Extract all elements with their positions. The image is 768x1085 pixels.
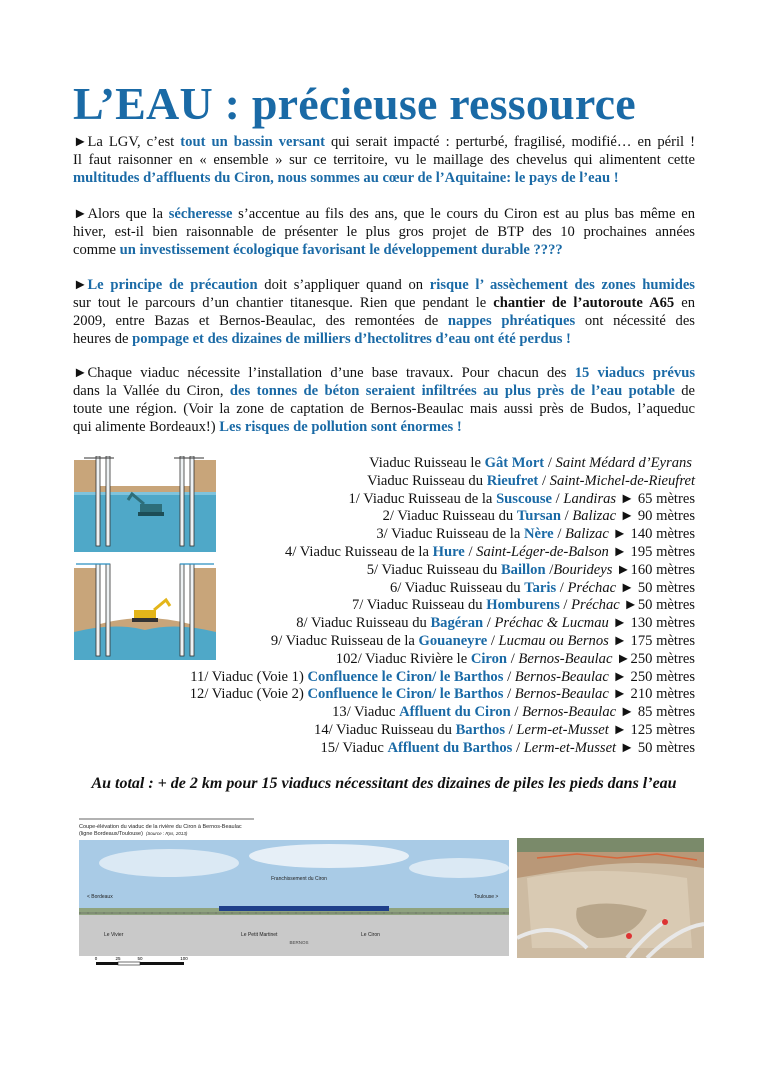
viaduct-sep: /	[464, 543, 477, 560]
viaduct-name: Tursan	[516, 508, 561, 525]
para-line: 2009, entre Bazas et Bernos-Beaulac, des remontées de nappes phréatiques ont nécessité des	[73, 313, 695, 329]
viaduct-sep: /	[559, 597, 572, 614]
label-crossing: Franchissement du Ciron	[271, 876, 327, 882]
viaduct-row	[135, 633, 695, 651]
viaduct-pre: Viaduc Ruisseau le	[369, 455, 485, 471]
viaduct-place: Saint-Léger-de-Balson	[476, 543, 609, 560]
viaduct-sep: /	[487, 632, 499, 649]
para-line: dans la Vallée du Ciron, des tonnes de béton seraient infiltrées au plus près de l’eau potable de	[73, 383, 695, 399]
viaduct-place: Préchac & Lucmau	[494, 615, 609, 632]
viaduct-place: Bernos-Beaulac	[514, 686, 609, 703]
viaduct-place: Lucmau ou Bernos	[498, 632, 609, 649]
label-ciron: Le Ciron	[361, 932, 380, 938]
para-line: qui alimente Bordeaux!) Les risques de pollution sont énormes !	[73, 419, 462, 435]
viaduct-name: Ciron	[470, 650, 508, 667]
viaduct-pre: 12/ Viaduc (Voie 2)	[189, 686, 308, 703]
viaduct-pre: 11/ Viaduc (Voie 1)	[190, 668, 308, 685]
viaduct-place: Lerm-et-Musset	[516, 721, 609, 738]
viaduct-row	[135, 491, 695, 509]
viaduct-row	[135, 686, 695, 704]
viaduct-row	[135, 651, 695, 669]
viaduct-name: Hure	[432, 543, 465, 560]
viaduct-row	[135, 473, 695, 491]
title-prefix: L’EAU :	[73, 78, 252, 129]
page-title	[73, 76, 636, 132]
para-line: ►Alors que la sécheresse s’accentue au fils des ans, que le cours du Ciron est au plus bas même en	[73, 206, 695, 222]
viaduct-row	[135, 544, 695, 562]
viaduct-place: Lerm-et-Musset	[523, 739, 617, 756]
viaduct-list	[135, 455, 695, 758]
viaduct-sep: /	[556, 579, 568, 596]
viaduct-sep: /	[503, 668, 515, 685]
para-line: Il faut raisonner en « ensemble » sur ce territoire, vu le maillage des chevelus qui alimentent cette	[73, 152, 695, 168]
paragraph-secheresse	[73, 205, 695, 259]
svg-text:25: 25	[115, 956, 121, 961]
label-bernos: BERNOS	[289, 940, 309, 945]
para-line: multitudes d’affluents du Ciron, nous sommes au cœur de l’Aquitaine: le pays de l’eau !	[73, 170, 619, 186]
viaduct-pre: 102/ Viaduc Rivière le	[335, 650, 471, 667]
viaduct-len: ► 50 mètres	[616, 579, 695, 596]
viaduct-pre: 6/ Viaduc Ruisseau du	[389, 579, 525, 596]
viaduct-name: Baillon	[500, 561, 546, 578]
viaduct-pre: 8/ Viaduc Ruisseau du	[296, 615, 431, 632]
viaduct-place: Balizac	[572, 508, 617, 525]
viaduct-sep: /	[483, 615, 495, 632]
viaduct-len: ►250 mètres	[612, 650, 695, 667]
scale-bar	[95, 956, 189, 965]
viaduct-row	[135, 526, 695, 544]
viaduct-pre: 3/ Viaduc Ruisseau de la	[376, 526, 524, 543]
viaduct-len: ► 125 mètres	[608, 721, 695, 738]
viaduct-len: ► 175 mètres	[608, 632, 695, 649]
viaduct-place: Préchac	[571, 597, 620, 614]
viaduct-row	[135, 508, 695, 526]
viaduct-len: ► 195 mètres	[608, 543, 695, 560]
paragraph-precaution	[73, 276, 695, 348]
viaduct-len: ► 65 mètres	[616, 490, 695, 507]
figure-caption-line2: (ligne Bordeaux/Toulouse)	[79, 831, 143, 837]
viaduct-sep: /	[560, 508, 573, 525]
viaduct-name: Homburens	[486, 597, 560, 614]
para-line: ►Le principe de précaution doit s’appliquer quand on risque l’ assèchement des zones humides	[73, 277, 695, 293]
viaduct-len: ► 50 mètres	[616, 739, 695, 756]
viaduct-sep: /	[545, 561, 554, 578]
viaduct-elevation-figure	[79, 818, 509, 973]
label-petit-martinet: Le Petit Martinet	[241, 932, 278, 938]
viaduct-name: Barthos	[455, 721, 506, 738]
viaduct-pre: 1/ Viaduc Ruisseau de la	[348, 490, 497, 507]
viaduct-name: Affluent du Ciron	[399, 704, 511, 721]
viaduct-row	[135, 455, 695, 473]
label-bordeaux: < Bordeaux	[87, 894, 113, 900]
para-line: heures de pompage et des dizaines de milliers d’hectolitres d’eau ont été perdus !	[73, 331, 571, 347]
viaduct-pre: 14/ Viaduc Ruisseau du	[314, 721, 456, 738]
viaduct-pre: 5/ Viaduc Ruisseau du	[366, 561, 501, 578]
viaduct-row	[135, 669, 695, 687]
viaduct-row	[135, 740, 695, 758]
viaduct-name: Confluence le Ciron/ le Barthos	[307, 686, 504, 703]
viaduct-len: ►160 mètres	[612, 561, 695, 578]
total-summary: Au total : + de 2 km pour 15 viaducs nécessitant des dizaines de piles les pieds dans l’eau	[91, 775, 677, 792]
title-main: précieuse ressource	[251, 78, 636, 129]
viaduct-place: Bernos-Beaulac	[514, 668, 609, 685]
viaduct-pre: Viaduc Ruisseau du	[367, 472, 487, 489]
viaduct-sep: /	[505, 721, 517, 738]
figure-source: (Source : Rps, 2013)	[145, 831, 188, 836]
viaduct-len: ► 85 mètres	[616, 704, 695, 721]
viaduct-name: Gât Mort	[484, 455, 545, 471]
viaduct-len: ► 90 mètres	[616, 508, 695, 525]
excavation-site-photo	[517, 838, 704, 958]
viaduct-sep: /	[552, 490, 564, 507]
viaduct-place: Saint-Michel-de-Rieufret	[549, 472, 695, 489]
para-line: toute une région. (Voir la zone de captation de Bernos-Beaulac mais aussi près de Budos, l’aqueduc	[73, 401, 695, 417]
para-line: sur tout le parcours d’un chantier titanesque. Rien que pendant le chantier de l’autoroute A65 en	[73, 295, 695, 311]
viaduct-place: Bourideys	[553, 561, 613, 578]
para-line: ►La LGV, c’est tout un bassin versant qui serait impacté : perturbé, fragilisé, modifié… en péril !	[73, 134, 696, 150]
viaduct-name: Bagéran	[430, 615, 484, 632]
svg-text:100: 100	[180, 956, 188, 961]
viaduct-len: ► 140 mètres	[608, 526, 695, 543]
viaduct-pre: 4/ Viaduc Ruisseau de la	[285, 543, 433, 560]
viaduct-len: ►50 mètres	[619, 597, 695, 614]
svg-text:(ligne Bordeaux/Toulouse)(Sour	[79, 831, 188, 837]
viaduct-sep: /	[510, 704, 523, 721]
viaduct-name: Suscouse	[496, 490, 553, 507]
viaduct-place: Landiras	[563, 490, 617, 507]
label-toulouse: Toulouse >	[474, 894, 499, 900]
viaduct-len: ► 250 mètres	[608, 668, 695, 685]
viaduct-name: Nère	[523, 526, 554, 543]
viaduct-len: ► 130 mètres	[608, 615, 695, 632]
viaduct-len: ► 210 mètres	[608, 686, 695, 703]
svg-text:50: 50	[137, 956, 143, 961]
viaduct-name: Confluence le Ciron/ le Barthos	[307, 668, 504, 685]
viaduct-sep: /	[512, 739, 524, 756]
viaduct-pre: 9/ Viaduc Ruisseau de la	[270, 632, 419, 649]
viaduct-row	[135, 722, 695, 740]
viaduct-row	[135, 562, 695, 580]
para-line: ►Chaque viaduc nécessite l’installation d’une base travaux. Pour chacun des 15 viaducs prévus	[73, 365, 696, 381]
viaduct-sep: /	[503, 686, 515, 703]
para-line: comme un investissement écologique favorisant le développement durable ????	[73, 242, 563, 258]
viaduct-row	[135, 615, 695, 633]
figure-caption-line1: Coupe-élévation du viaduc de la rivière du Ciron à Bernos-Beaulac	[79, 824, 242, 830]
viaduct-place: Préchac	[567, 579, 617, 596]
viaduct-name: Rieufret	[486, 472, 539, 489]
viaduct-place: Saint Médard d’Eyrans	[555, 455, 692, 471]
viaduct-row	[135, 597, 695, 615]
viaduct-row	[135, 580, 695, 598]
viaduct-place: Balizac	[565, 526, 609, 543]
viaduct-place: Bernos-Beaulac	[522, 704, 617, 721]
viaduct-row	[135, 704, 695, 722]
viaduct-place: Bernos-Beaulac	[518, 650, 613, 667]
viaduct-name: Taris	[524, 579, 557, 596]
paragraph-viaduc-base	[73, 364, 695, 436]
viaduct-pre: 13/ Viaduc	[332, 704, 400, 721]
viaduct-pre: 7/ Viaduc Ruisseau du	[351, 597, 487, 614]
viaduct-pre: 2/ Viaduc Ruisseau du	[382, 508, 517, 525]
viaduct-sep: /	[544, 455, 556, 471]
viaduct-name: Affluent du Barthos	[387, 739, 513, 756]
paragraph-bassin-versant	[73, 133, 695, 187]
viaduct-sep: /	[538, 472, 550, 489]
svg-text:0: 0	[94, 956, 98, 961]
viaduct-name: Gouaneyre	[418, 632, 488, 649]
viaduct-sep: /	[553, 526, 566, 543]
label-vivier: Le Vivier	[104, 932, 124, 938]
para-line: hiver, est-il bien raisonnable de présenter le plus gros projet de BTP des 10 prochaines années	[73, 224, 695, 240]
viaduct-sep: /	[507, 650, 519, 667]
viaduct-pre: 15/ Viaduc	[320, 739, 388, 756]
